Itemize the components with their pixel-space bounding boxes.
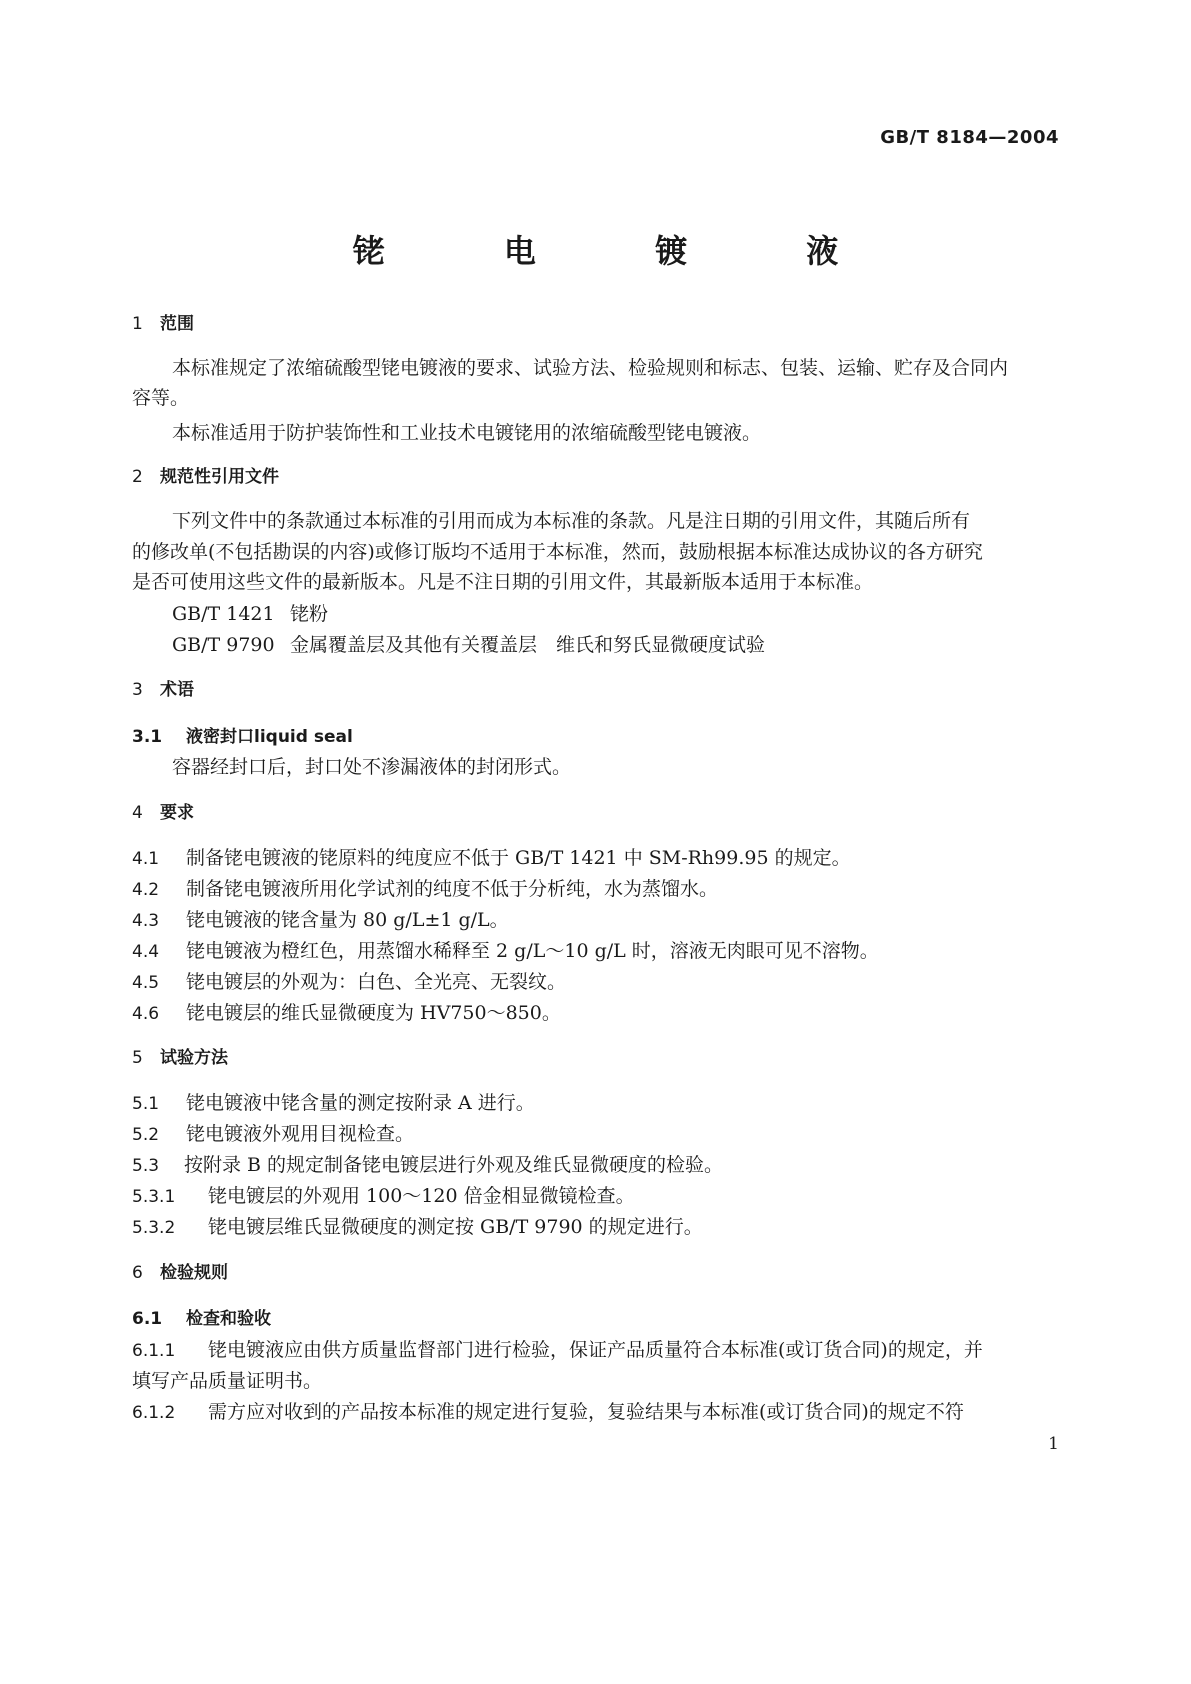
clause-number: 4.4 bbox=[132, 942, 160, 962]
clause bbox=[132, 1338, 983, 1363]
clause bbox=[132, 970, 566, 995]
clause bbox=[132, 1122, 414, 1147]
clause-continuation: 填写产品质量证明书。 bbox=[132, 1370, 323, 1392]
clause-number: 3.1 bbox=[132, 727, 163, 747]
clause-text: 铑电镀层的外观用 100～120 倍金相显微镜检查。 bbox=[208, 1185, 635, 1207]
page-number: 1 bbox=[1048, 1434, 1059, 1454]
clause-number: 4.1 bbox=[132, 849, 160, 869]
clause-text: 铑电镀层的外观为：白色、全光亮、无裂纹。 bbox=[186, 971, 567, 993]
clause-number: 4.2 bbox=[132, 880, 160, 900]
reference-code: GB/T 9790 bbox=[172, 634, 275, 656]
clause-number: 5.3.1 bbox=[132, 1187, 176, 1207]
clause bbox=[132, 1215, 703, 1240]
paragraph-line: 本标准适用于防护装饰性和工业技术电镀铑用的浓缩硫酸型铑电镀液。 bbox=[172, 422, 762, 444]
paragraph-line: 容等。 bbox=[132, 387, 190, 409]
clause-text: 制备铑电镀液的铑原料的纯度应不低于 GB/T 1421 中 SM-Rh99.95 的规定。 bbox=[186, 847, 851, 869]
term-definition: 容器经封口后，封口处不渗漏液体的封闭形式。 bbox=[172, 756, 572, 778]
section-title: 要求 bbox=[160, 803, 194, 823]
section-number: 2 bbox=[132, 467, 143, 487]
clause-text: 铑电镀液外观用目视检查。 bbox=[186, 1123, 415, 1145]
section-2-heading bbox=[132, 465, 279, 489]
term-entry bbox=[132, 724, 353, 749]
document-title: 铑 电 镀 液 bbox=[352, 232, 893, 270]
clause-number: 5.1 bbox=[132, 1094, 160, 1114]
clause bbox=[132, 1001, 561, 1026]
reference-code: GB/T 1421 bbox=[172, 603, 275, 625]
clause-text: 铑电镀层维氏显微硬度的测定按 GB/T 9790 的规定进行。 bbox=[208, 1216, 703, 1238]
paragraph-line: 下列文件中的条款通过本标准的引用而成为本标准的条款。凡是注日期的引用文件，其随后所有 bbox=[172, 510, 971, 532]
reference-title: 金属覆盖层及其他有关覆盖层 维氏和努氏显微硬度试验 bbox=[290, 634, 766, 656]
clause-text: 制备铑电镀液所用化学试剂的纯度不低于分析纯，水为蒸馏水。 bbox=[186, 878, 719, 900]
clause bbox=[132, 846, 851, 871]
subclause-heading bbox=[132, 1306, 271, 1331]
clause-text: 铑电镀层的维氏显微硬度为 HV750～850。 bbox=[186, 1002, 561, 1024]
reference-title: 铑粉 bbox=[290, 603, 329, 625]
normative-reference bbox=[172, 633, 765, 657]
clause bbox=[132, 1153, 723, 1178]
clause bbox=[132, 908, 509, 933]
normative-reference bbox=[172, 602, 328, 626]
section-3-heading bbox=[132, 678, 194, 702]
clause-number: 5.3 bbox=[132, 1156, 160, 1176]
clause-number: 4.5 bbox=[132, 973, 160, 993]
clause bbox=[132, 877, 718, 902]
term-zh: 液密封口 bbox=[186, 727, 254, 747]
clause-number: 6.1 bbox=[132, 1309, 163, 1329]
section-5-heading bbox=[132, 1046, 228, 1070]
section-title: 试验方法 bbox=[160, 1048, 228, 1068]
section-4-heading bbox=[132, 801, 194, 825]
clause-text: 铑电镀液应由供方质量监督部门进行检验，保证产品质量符合本标准(或订货合同)的规定，并 bbox=[208, 1339, 983, 1361]
standard-number: GB/T 8184—2004 bbox=[880, 127, 1059, 148]
clause-text: 铑电镀液中铑含量的测定按附录 A 进行。 bbox=[186, 1092, 535, 1114]
clause-text: 按附录 B 的规定制备铑电镀层进行外观及维氏显微硬度的检验。 bbox=[184, 1154, 724, 1176]
clause-number: 5.3.2 bbox=[132, 1218, 176, 1238]
clause-title: 检查和验收 bbox=[186, 1309, 271, 1329]
clause-text: 铑电镀液的铑含量为 80 g/L±1 g/L。 bbox=[186, 909, 509, 931]
clause bbox=[132, 939, 879, 964]
section-6-heading bbox=[132, 1261, 228, 1285]
section-number: 4 bbox=[132, 803, 143, 823]
section-number: 1 bbox=[132, 314, 143, 334]
clause-text: 需方应对收到的产品按本标准的规定进行复验，复验结果与本标准(或订货合同)的规定不符 bbox=[208, 1401, 964, 1423]
section-title: 术语 bbox=[160, 680, 194, 700]
clause-number: 5.2 bbox=[132, 1125, 160, 1145]
section-1-heading bbox=[132, 312, 194, 336]
section-number: 6 bbox=[132, 1263, 143, 1283]
paragraph-line: 本标准规定了浓缩硫酸型铑电镀液的要求、试验方法、检验规则和标志、包装、运输、贮存及合同内 bbox=[172, 357, 1009, 379]
clause bbox=[132, 1400, 964, 1425]
clause-number: 4.6 bbox=[132, 1004, 160, 1024]
clause-number: 6.1.2 bbox=[132, 1403, 176, 1423]
section-title: 范围 bbox=[160, 314, 194, 334]
clause bbox=[132, 1184, 635, 1209]
section-title: 检验规则 bbox=[160, 1263, 228, 1283]
clause-number: 4.3 bbox=[132, 911, 160, 931]
clause-text: 铑电镀液为橙红色，用蒸馏水稀释至 2 g/L～10 g/L 时，溶液无肉眼可见不溶物。 bbox=[186, 940, 879, 962]
clause-number: 6.1.1 bbox=[132, 1341, 176, 1361]
clause bbox=[132, 1091, 535, 1116]
section-number: 3 bbox=[132, 680, 143, 700]
section-number: 5 bbox=[132, 1048, 143, 1068]
section-title: 规范性引用文件 bbox=[160, 467, 279, 487]
term-en: liquid seal bbox=[254, 727, 353, 747]
paragraph-line: 是否可使用这些文件的最新版本。凡是不注日期的引用文件，其最新版本适用于本标准。 bbox=[132, 571, 874, 593]
paragraph-line: 的修改单(不包括勘误的内容)或修订版均不适用于本标准，然而，鼓励根据本标准达成协议的各方研究 bbox=[132, 541, 983, 563]
